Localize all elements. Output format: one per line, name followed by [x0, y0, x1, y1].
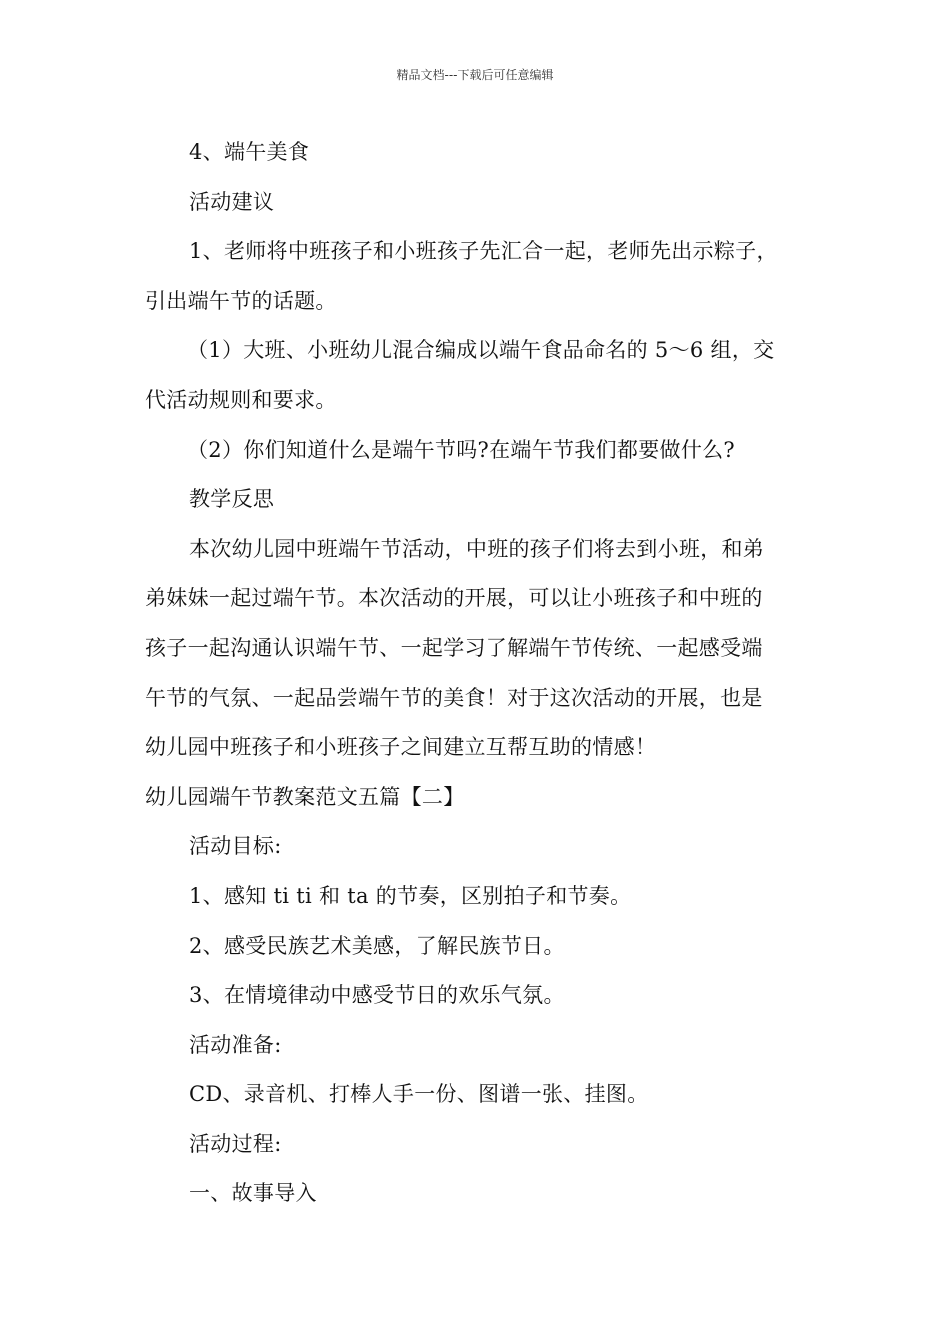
section-heading: 教学反思 — [189, 487, 275, 512]
section-heading: 活动过程: — [189, 1131, 282, 1156]
paragraph-line: 弟妹妹一起过端午节。本次活动的开展，可以让小班孩子和中班的 — [145, 586, 763, 611]
paragraph-line: 午节的气氛、一起品尝端午节的美食！对于这次活动的开展，也是 — [145, 685, 763, 710]
paragraph-line: （2）你们知道什么是端午节吗?在端午节我们都要做什么? — [187, 437, 735, 462]
section-heading: 活动准备: — [189, 1032, 282, 1057]
document-body — [145, 128, 810, 1219]
paragraph-line: 代活动规则和要求。 — [145, 387, 337, 412]
paragraph-line: 本次幼儿园中班端午节活动，中班的孩子们将去到小班，和弟 — [189, 536, 765, 561]
paragraph-line: 幼儿园中班孩子和小班孩子之间建立互帮互助的情感！ — [145, 735, 657, 760]
list-item: 3、在情境律动中感受节日的欢乐气氛。 — [189, 983, 565, 1008]
page-header: 精品文档---下载后可任意编辑 — [396, 68, 554, 82]
section-heading: 4、端午美食 — [189, 140, 310, 164]
list-item: 1、感知 ti ti 和 ta 的节奏，区别拍子和节奏。 — [189, 883, 632, 908]
paragraph-line: 孩子一起沟通认识端午节、一起学习了解端午节传统、一起感受端 — [145, 635, 763, 660]
section-heading: 活动目标: — [189, 834, 282, 859]
paragraph-line: 引出端午节的话题。 — [145, 288, 337, 313]
section-heading: 一、故事导入 — [189, 1181, 317, 1206]
paragraph-line: CD、录音机、打棒人手一份、图谱一张、挂图。 — [189, 1082, 649, 1107]
section-heading: 活动建议 — [189, 189, 275, 214]
paragraph-line: 1、老师将中班孩子和小班孩子先汇合一起，老师先出示粽子， — [189, 239, 778, 264]
list-item: 2、感受民族艺术美感，了解民族节日。 — [189, 933, 565, 958]
article-title: 幼儿园端午节教案范文五篇【二】 — [145, 784, 465, 809]
paragraph-line: （1）大班、小班幼儿混合编成以端午食品命名的 5～6 组，交 — [187, 338, 775, 363]
